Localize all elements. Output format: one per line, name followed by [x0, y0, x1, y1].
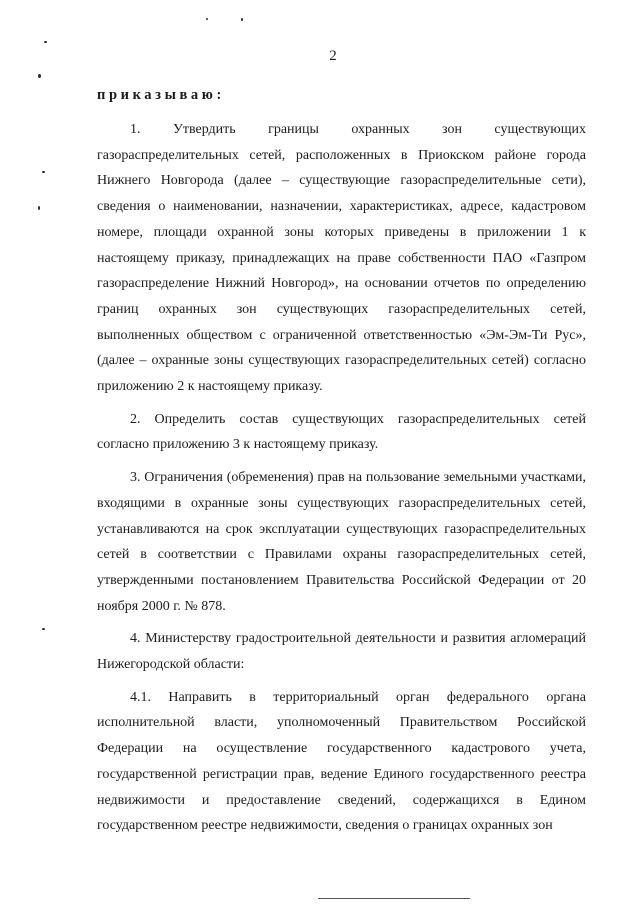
paragraph-3: 3. Ограничения (обременения) прав на пользование земельными участками, входящими в охранные зоны существующих газораспределительных сетей, устанавливаются на срок эксплуатации существующих газораспределительных сетей в соответствии с Правилами охраны газораспределительных сетей, утвержденными постановлением Правительства Российской Федерации от 20 ноября 2000 г. № 878.: [97, 470, 586, 614]
scan-speck: [42, 171, 45, 173]
page-number: 2: [329, 48, 337, 64]
order-heading: приказываю:: [97, 87, 225, 103]
paragraph-4-1: 4.1. Направить в территориальный орган федерального органа исполнительной власти, уполномоченный Правительством Российской Федерации на осуществление государственного кадастрового учета, государственной регистрации прав, ведение Единого государственного реестра недвижимости и предоставление сведений, содержащихся в Едином государственном реестре недвижимости, сведения о границах охранных зон: [97, 689, 586, 834]
scan-speck: [38, 74, 41, 78]
scan-speck: [44, 41, 47, 43]
scan-speck: [42, 628, 45, 630]
document-body: [97, 117, 586, 839]
scan-speck: [241, 18, 243, 21]
scan-speck: [206, 18, 208, 20]
paragraph-2: 2. Определить состав существующих газораспределительных сетей согласно приложению 3 к настоящему приказу.: [97, 411, 586, 453]
scan-edge-line: [318, 898, 470, 899]
paragraph-4: 4. Министерству градостроительной деятельности и развития агломераций Нижегородской области:: [97, 631, 586, 673]
paragraph-1: 1. Утвердить границы охранных зон существующих газораспределительных сетей, расположенных в Приокском районе города Нижнего Новгорода (далее – существующие газораспределительные сети), сведения о наименовании, назначении, характеристиках, адресе, кадастровом номере, площади охранной зоны которых приведены в приложении 1 к настоящему приказу, принадлежащих на праве собственности ПАО «Газпром газораспределение Нижний Новгород», на основании отчетов по определению границ охранных зон существующих газораспределительных сетей, выполненных обществом с ограниченной ответственностью «Эм-Эм-Ти Рус», (далее – охранные зоны существующих газораспределительных сетей) согласно приложению 2 к настоящему приказу.: [97, 122, 586, 395]
scan-speck: [38, 206, 40, 210]
